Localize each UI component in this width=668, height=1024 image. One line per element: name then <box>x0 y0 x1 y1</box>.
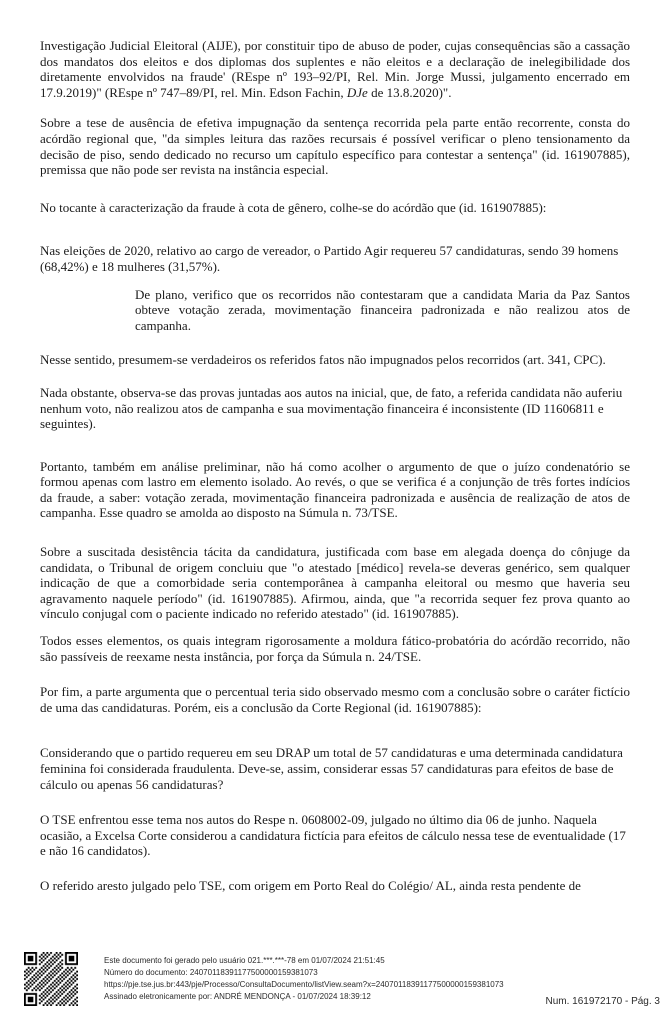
qr-code-icon <box>24 952 78 1006</box>
indented-quote-paragraph: De plano, verifico que os recorridos não contestaram que a candidata Maria da Paz Santos obteve votação zerada, movimentação financeira padronizada e não realizou atos de campanha. <box>135 286 630 333</box>
body-paragraph <box>40 38 630 100</box>
footer-metadata <box>104 955 504 1003</box>
body-paragraph: O referido aresto julgado pelo TSE, com origem em Porto Real do Colégio/ AL, ainda resta pendente de <box>40 877 581 893</box>
paragraph-text: de 13.8.2020)". <box>367 84 452 100</box>
body-paragraph: O TSE enfrentou esse tema nos autos do Respe n. 0608002-09, julgado no último dia 06 de junho. Naquela ocasião, a Excelsa Corte considerou a candidatura fictícia para efeitos de cálculo nessa tese de eventualidade (17 e não 16 candidatos). <box>40 812 626 859</box>
body-paragraph: Sobre a tese de ausência de efetiva impugnação da sentença recorrida pela parte então recorrente, consta do acórdão regional que, "da simples leitura das razões recursais é possível verificar o pleno tensionamento da decisão de piso, sendo dedicado no recurso um capítulo específico para contestar a sentença" (id. 161907885), premissa que não pode ser revista na instância especial. <box>40 115 630 178</box>
italic-citation: DJe <box>346 84 368 100</box>
footer-url-line: https://pje.tse.jus.br:443/pje/Processo/ConsultaDocumento/listView.seam?x=24070118391177500000159381073 <box>104 980 504 989</box>
body-paragraph: Portanto, também em análise preliminar, não há como acolher o argumento de que o juízo condenatório se formou apenas com lastro em elemento isolado. Ao revés, o que se verifica é a conjunção de três fortes indícios da fraude, a saber: votação zerada, movimentação financeira padronizada e ausência de realização de atos de campanha. Esse quadro se amolda ao disposto na Súmula n. 73/TSE. <box>40 458 630 521</box>
body-paragraph: Por fim, a parte argumenta que o percentual teria sido observado mesmo com a conclusão sobre o caráter fictício de uma das candidaturas. Porém, eis a conclusão da Corte Regional (id. 161907885): <box>40 684 630 715</box>
quote-paragraph: Nas eleições de 2020, relativo ao cargo de vereador, o Partido Agir requereu 57 candidaturas, sendo 39 homens (68,42%) e 18 mulheres (31,57%). <box>40 243 619 274</box>
page-number: Num. 161972170 - Pág. 3 <box>545 996 660 1007</box>
body-paragraph: Todos esses elementos, os quais integram rigorosamente a moldura fático-probatória do acórdão recorrido, não são passíveis de reexame nesta instância, por força da Súmula n. 24/TSE. <box>40 633 630 664</box>
footer-signature-line: Assinado eletronicamente por: ANDRÉ MENDONÇA - 01/07/2024 18:39:12 <box>104 992 371 1001</box>
quote-paragraph: Considerando que o partido requereu em seu DRAP um total de 57 candidaturas e uma determinada candidatura feminina foi considerada fraudulenta. Deve-se, assim, considerar essas 57 candidaturas para efeitos de base de cálculo ou apenas 56 candidaturas? <box>40 745 623 792</box>
paragraph-text: Investigação Judicial Eleitoral (AIJE), por constituir tipo de abuso de poder, cujas consequências são a cassação dos mandatos dos eleitos e dos diplomas dos suplentes e não eleitos e a declaração de inelegibilidade dos diretamente envolvidos na fraude' (REspe nº 193–92/PI, Rel. Min. Jorge Mussi, julgamento encerrado em 17.9.2019)" (REspe nº 747–89/PI, rel. Min. Edson Fachin, <box>40 38 630 100</box>
body-paragraph: Sobre a suscitada desistência tácita da candidatura, justificada com base em alegada doença do cônjuge da candidata, o Tribunal de origem concluiu que "o atestado [médico] revela-se deveras genérico, sem qualquer indicação de que a comorbidade seria contemporânea à campanha eleitoral ou mesmo que haveria seu agravamento naquele período" (id. 161907885). Afirmou, ainda, que "a recorrida sequer fez prova quanto ao vínculo conjugal com o paciente indicado no referido atestado" (id. 161907885). <box>40 544 630 622</box>
body-paragraph: No tocante à caracterização da fraude à cota de gênero, colhe-se do acórdão que (id. 161907885): <box>40 199 547 215</box>
document-body <box>40 38 630 894</box>
footer-generated-line: Este documento foi gerado pelo usuário 021.***.***-78 em 01/07/2024 21:51:45 <box>104 956 385 965</box>
body-paragraph: Nada obstante, observa-se das provas juntadas aos autos na inicial, que, de fato, a referida candidata não auferiu nenhum voto, não realizou atos de campanha e sua movimentação financeira é inconsistente (ID 11606811 e seguintes). <box>40 384 623 432</box>
body-paragraph: Nesse sentido, presumem-se verdadeiros os referidos fatos não impugnados pelos recorridos (art. 341, CPC). <box>40 352 606 368</box>
footer-document-number-line: Número do documento: 24070118391177500000159381073 <box>104 968 318 977</box>
